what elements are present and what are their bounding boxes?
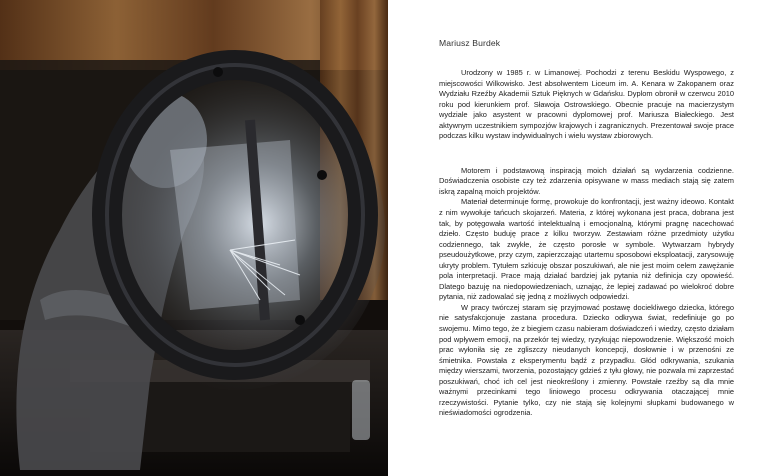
text-page — [388, 0, 770, 476]
inner-light — [170, 140, 300, 310]
biography-paragraph: Urodzony w 1985 r. w Limanowej. Pochodzi z terenu Beskidu Wyspowego, z miejscowości Wilkowisko. Jest absolwentem Liceum im. A. Kenara w Zakopanem oraz Wydziału Rzeźby Akademii Sztuk Pięknych w Gdańsku. Dyplom obronił w czerwcu 2010 roku pod kierunkiem prof. Sławoja Ostrowskiego. Obecnie pracuje na macierzystym wydziale jako asystent w pracowni dyplomowej prof. Mariusza Białeckiego. Jest aktywnym uczestnikiem sympozjów krajowych i zagranicznych. Prezentował swoje prace podczas kilku wystaw indywidualnych i wielu wystaw zbiorowych. — [439, 68, 734, 141]
statement-paragraph: W pracy twórczej staram się przyjmować postawę dociekliwego dziecka, którego nie satysfakcjonuje zastana procedura. Dziecko odkrywa świat, redefiniuje go po swojemu. Mimo tego, że z biegiem czasu nabieram doświadczeń i wiedzy, często działam pod wpływem emocji, na przekór tej wiedzy, ryzykując niepowodzenie. Większość moich prac wyłoniła się ze zgliszczy nieudanych koncepcji, dosłownie i w przenośni ze śmietnika. Powstała z eksperymentu bądź z przypadku. Głód odkrywania, szukania między wierszami, tworzenia, pozostający gdzieś z tyłu głowy, nie pozwala mi zaprzestać poszukiwań, choć ich cel jest nieokreślony i zmienny. Powstałe rzeźby są dla mnie ważnymi przecinkami tego liniowego procesu odkrywania otaczającej mnie rzeczywistości. Pytanie tylko, czy nie stają się kolejnymi słupkami budowanego w nieświadomości ogrodzenia. — [439, 302, 735, 418]
author-name: Mariusz Burdek — [439, 38, 501, 48]
statement-paragraph: Materiał determinuje formę, prowokuje do konfrontacji, jest ważny ideowo. Kontakt z nim wywołuje tańcuch skojarzeń. Materia, z której wykonana jest praca, dobrana jest tak, by potęgowała wartość intelektualną i emocjonalną, którymi pragnę nacechować dzieło. Często buduję prace z kilku tworzyw. Zestawiam różne przedmioty użytku codziennego, tak zwykłe, że często porosłe w symbole. Wytwarzam hybrydy pseudoużytkowe, przy czym, zapierzczając utartemu sposobowi eksploatacji, zarysowuję ukryty problem. Tytułem szkicuję obszar poszukiwań, ale nie jest moim celem zawężanie pola interpretacji. Prace mają działać bardziej jak pytania niż definicja czy opowieść. Dlatego bazuję na niedopowiedzeniach, uznając, że lepiej zadawać po wielokroć dobre pytania, niż zadowalać się jedną z możliwych odpowiedzi. — [439, 197, 734, 302]
ring-bolt — [295, 315, 305, 325]
ring-bolt — [213, 67, 223, 77]
statement-paragraph: Motorem i podstawową inspiracją moich działań są wydarzenia codzienne. Doświadczenia osobiste czy też zdarzenia opisywane w mass mediach stają się zatem iskrą zapalną moich projektów. — [439, 165, 734, 196]
bottle — [352, 380, 370, 440]
ring-bolt — [317, 170, 327, 180]
article-body — [439, 68, 734, 419]
